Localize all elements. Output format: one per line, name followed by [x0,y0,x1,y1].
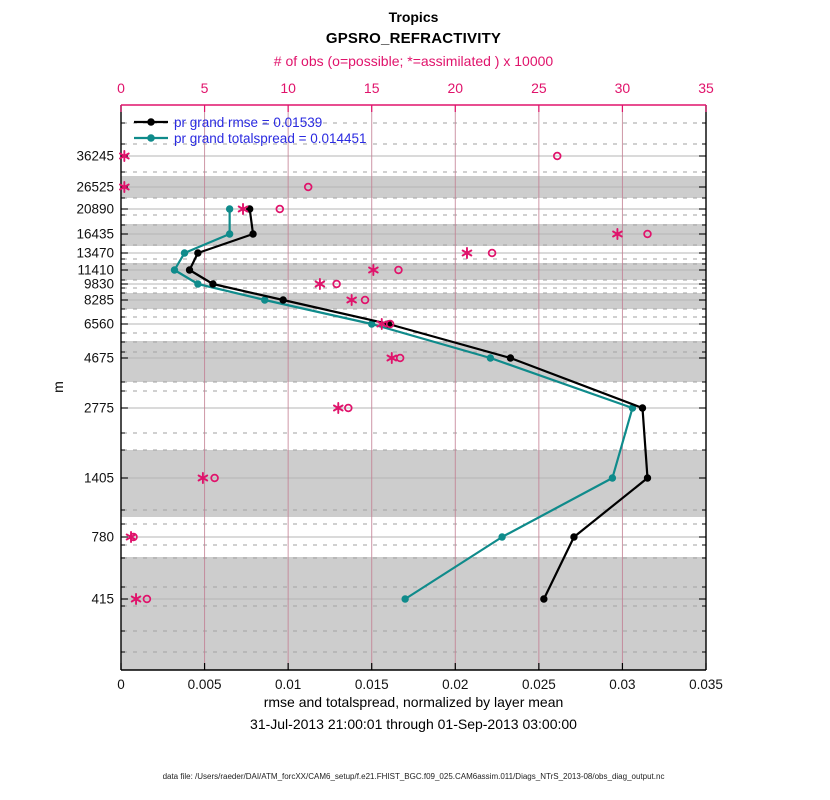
legend-item-rmse [134,114,367,130]
y-tick-label: 1405 [83,470,114,486]
rmse-series-point [194,249,201,256]
layer-band [121,557,706,670]
obs-tick-label: 35 [698,80,714,96]
y-tick-label: 36245 [76,148,114,164]
rmse-series-point [209,280,216,287]
top-axis-label: # of obs (o=possible; *=assimilated ) x 10000 [273,53,554,69]
rmse-series-point [639,404,646,411]
legend-label-totalspread: pr grand totalspread = 0.014451 [174,130,367,146]
y-axis-label: m [49,381,66,393]
totalspread-series-point [181,249,188,256]
y-tick-label: 415 [91,591,114,607]
y-tick-label: 13470 [76,245,114,261]
data-file-note: data file: /Users/raeder/DAI/ATM_forcXX/CAM6_setup/f.e21.FHIST_BGC.f09_025.CAM6assim.011/Diags_NTrS_2013-08/obs_diag_output.nc [162,772,665,781]
totalspread-series-point [487,354,494,361]
legend-item-totalspread [134,130,367,146]
layer-band [121,341,706,382]
y-tick-label: 20890 [76,201,114,217]
y-tick-label: 11410 [77,262,114,278]
x-tick-label: 0.01 [275,677,302,692]
totalspread-series-point [498,533,505,540]
x-tick-label: 0.02 [442,677,469,692]
rmse-series-point [540,595,547,602]
y-tick-label: 8285 [83,292,114,308]
obs-tick-label: 0 [117,80,125,96]
obs-tick-label: 25 [531,80,547,96]
rmse-series-point [644,474,651,481]
obs-tick-label: 10 [280,80,296,96]
rmse-series-point [249,230,256,237]
y-tick-label: 2775 [83,400,114,416]
rmse-series-point [507,354,514,361]
totalspread-series-point [226,205,233,212]
totalspread-series-point [226,230,233,237]
chart-title: Tropics [388,9,439,25]
x-axis-label: rmse and totalspread, normalized by layer mean [263,694,564,710]
layer-band [121,263,706,280]
rmse-legend-marker [134,117,168,127]
x-tick-label: 0 [117,677,125,692]
legend [134,114,367,146]
legend-label-rmse: pr grand rmse = 0.01539 [174,114,323,130]
rmse-series-point [570,533,577,540]
obs-tick-labels [117,80,714,96]
y-tick-label: 16435 [76,226,114,242]
layer-band [121,293,706,309]
y-tick-labels [76,149,114,607]
rmse-series-point [186,266,193,273]
y-tick-label: 780 [91,529,114,545]
obs-tick-label: 30 [614,80,631,96]
obs-tick-label: 5 [200,80,209,96]
x-tick-label: 0.005 [187,677,222,692]
y-tick-label: 6560 [83,316,114,332]
y-tick-label: 26525 [76,179,114,195]
x-tick-label: 0.03 [609,677,636,692]
x-tick-label: 0.035 [689,677,723,692]
chart-subtitle: GPSRO_REFRACTIVITY [325,30,502,47]
totalspread-series-point [609,474,616,481]
x-tick-label: 0.015 [354,677,389,692]
obs-tick-label: 20 [447,80,464,96]
y-tick-label: 9830 [83,276,114,292]
x-tick-label: 0.025 [521,677,556,692]
obs-tick-label: 15 [363,80,380,96]
totalspread-series-point [171,266,178,273]
totalspread-legend-marker [134,133,168,143]
x-tick-labels [117,677,723,692]
totalspread-series-point [194,280,201,287]
rmse-series-point [279,296,286,303]
totalspread-series-point [401,595,408,602]
y-tick-label: 4675 [83,350,114,366]
date-range-label: 31-Jul-2013 21:00:01 through 01-Sep-2013 03:00:00 [250,716,577,732]
